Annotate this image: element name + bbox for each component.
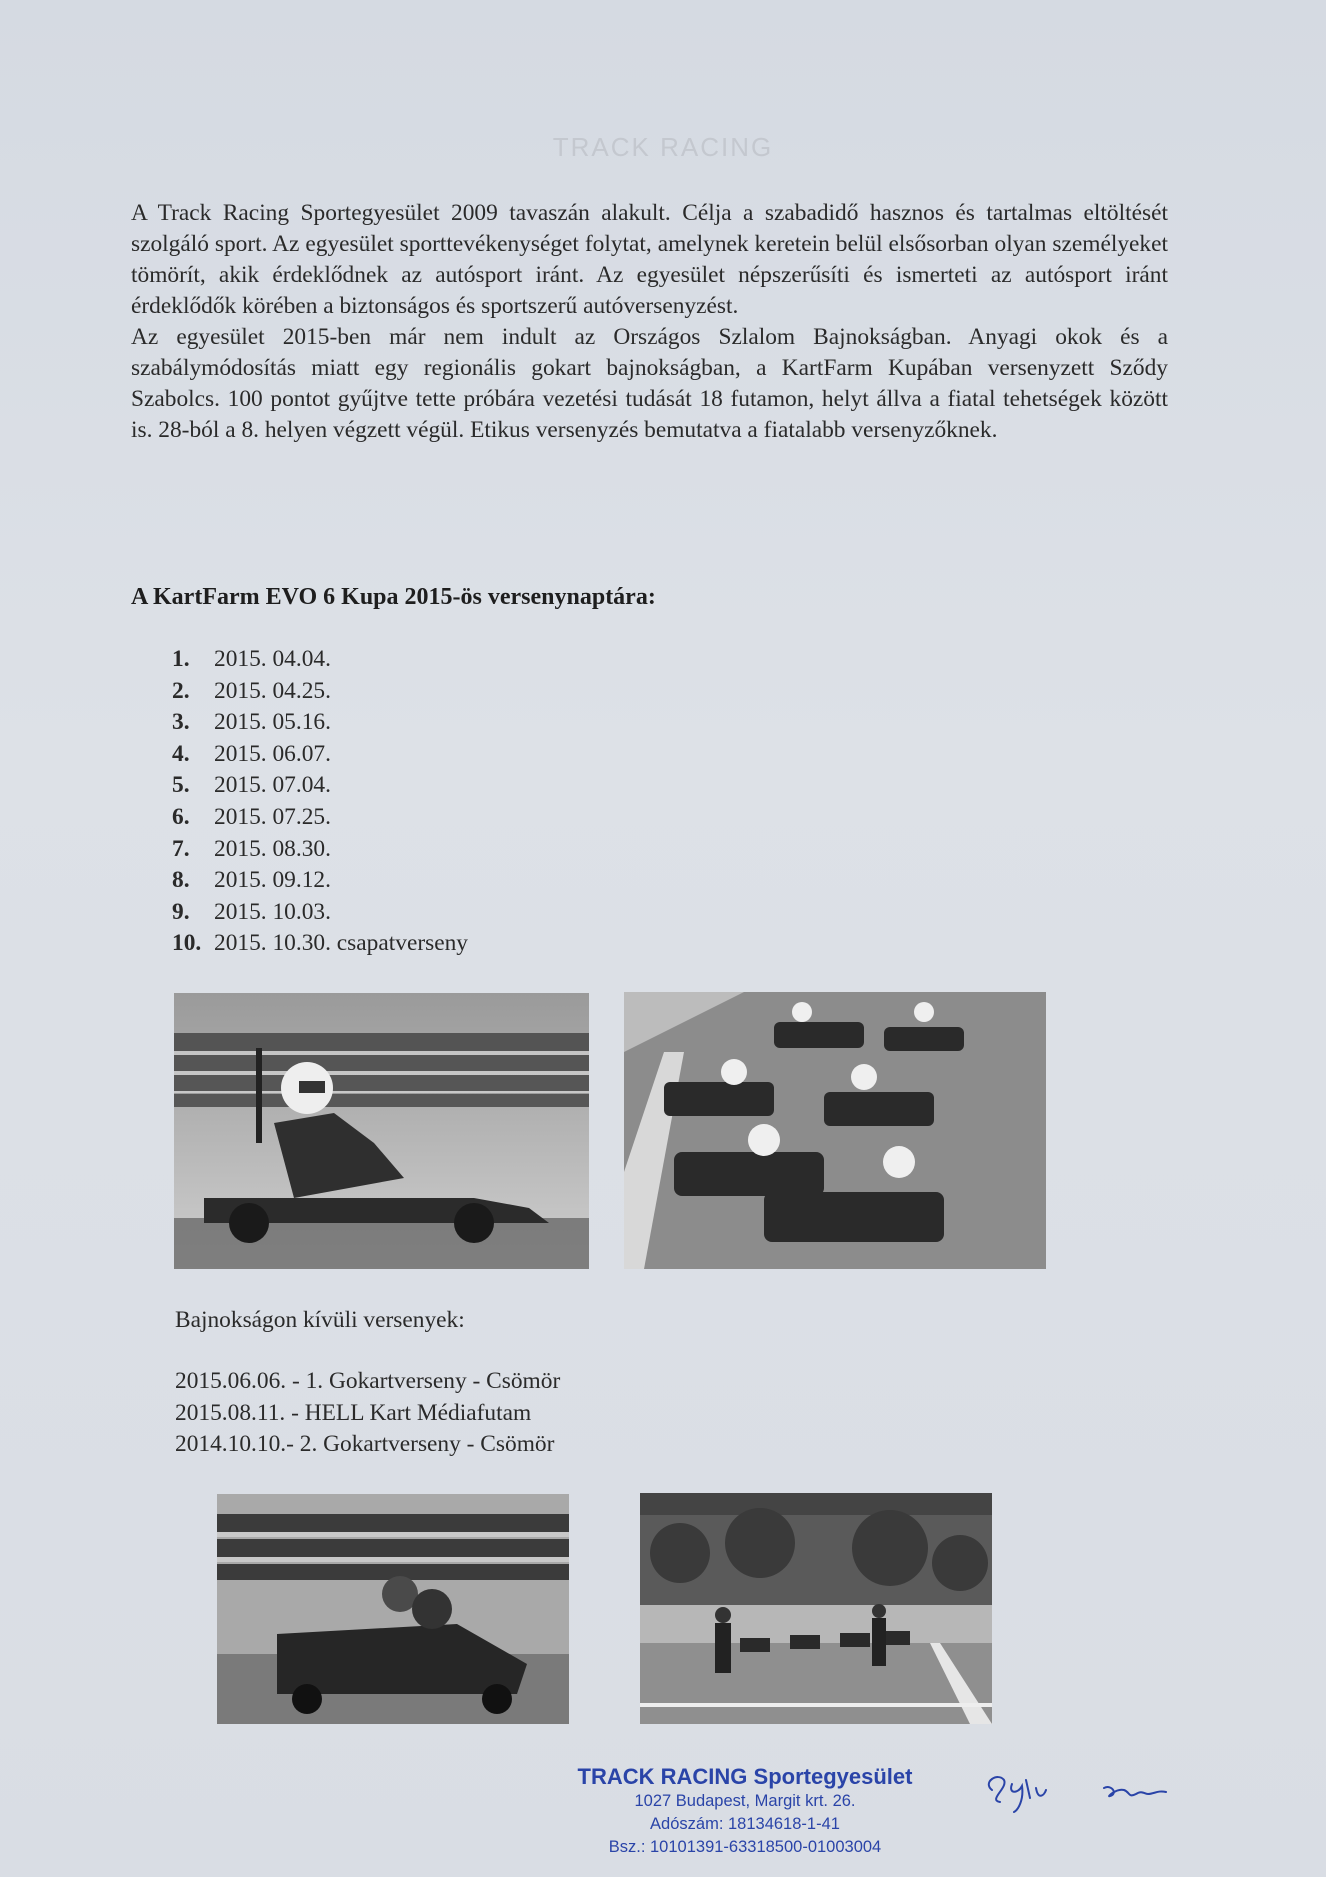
organization-stamp xyxy=(540,1764,950,1859)
kart-driver-image xyxy=(174,993,589,1269)
list-item-date: 2015. 08.30. xyxy=(214,835,331,862)
list-item-number: 7. xyxy=(172,835,190,862)
photo-kart-tires xyxy=(217,1494,569,1724)
list-item-number: 1. xyxy=(172,646,190,672)
list-item-number: 10. xyxy=(172,930,202,957)
list-item-number: 3. xyxy=(172,709,190,736)
list-item xyxy=(172,739,468,771)
list-item xyxy=(172,802,468,834)
list-item xyxy=(172,707,468,739)
stamp-tax-number: Adószám: 18134618-1-41 xyxy=(650,1815,840,1833)
list-item xyxy=(172,770,468,802)
list-item-number: 9. xyxy=(172,898,190,925)
list-item: 2015.08.11. - HELL Kart Médiafutam xyxy=(175,1399,532,1426)
list-item xyxy=(172,897,468,929)
list-item xyxy=(172,928,468,960)
start-grid-image xyxy=(640,1493,992,1724)
list-item-date: 2015. 07.04. xyxy=(214,772,331,799)
list-item xyxy=(172,834,468,866)
kart-tires-image xyxy=(217,1494,569,1724)
page-header: TRACK RACING xyxy=(552,132,774,162)
intro-text xyxy=(131,198,1168,446)
list-item-date: 2015. 04.04. xyxy=(214,646,331,672)
photo-kart-driver xyxy=(174,993,589,1269)
list-item-date: 2015. 07.25. xyxy=(214,803,331,830)
calendar-title: A KartFarm EVO 6 Kupa 2015-ös versenynaptára: xyxy=(131,584,656,610)
stamp-bank-account: Bsz.: 10101391-63318500-01003004 xyxy=(608,1838,882,1856)
list-item-number: 4. xyxy=(172,740,190,767)
list-item-number: 8. xyxy=(172,867,190,894)
photo-start-grid xyxy=(640,1493,992,1724)
calendar-list xyxy=(172,644,468,960)
stamp-organization-name: TRACK RACING Sportegyesület xyxy=(577,1764,913,1789)
list-item: 2015.06.06. - 1. Gokartverseny - Csömör xyxy=(175,1368,561,1394)
stamp-address: 1027 Budapest, Margit krt. 26. xyxy=(634,1792,856,1810)
list-item-date: 2015. 10.03. xyxy=(214,898,331,925)
list-item xyxy=(172,865,468,897)
list-item-date: 2015. 04.25. xyxy=(214,677,331,704)
intro-paragraph-2: Az egyesület 2015-ben már nem indult az Országos Szlalom Bajnokságban. Anyagi okok és a szabálymódosítás miatt egy regionális gokart bajnokságban, a KartFarm Kupában versenyzett Sződy Szabolcs. 100 pontot gyűjtve tette próbára vezetési tudását 18 futamon, helyt állva a fiatal tehetségek között is. 28-ból a 8. helyen végzett végül. Etikus versenyzés bemutatva a fiatalabb versenyzőknek. xyxy=(131,324,1168,443)
list-item-date: 2015. 09.12. xyxy=(214,867,331,894)
list-item xyxy=(172,644,468,676)
handwritten-signature xyxy=(978,1760,1228,1820)
list-item-number: 5. xyxy=(172,772,190,799)
list-item-date: 2015. 05.16. xyxy=(214,709,331,736)
list-item-number: 6. xyxy=(172,803,190,830)
kart-group-image xyxy=(624,992,1046,1269)
list-item-date: 2015. 10.30. csapatverseny xyxy=(214,930,468,957)
photo-kart-group xyxy=(624,992,1046,1269)
extra-races-title: Bajnokságon kívüli versenyek: xyxy=(175,1307,465,1333)
list-item-number: 2. xyxy=(172,677,190,704)
list-item xyxy=(172,676,468,708)
list-item: 2014.10.10.- 2. Gokartverseny - Csömör xyxy=(175,1431,555,1458)
intro-paragraph-1: A Track Racing Sportegyesület 2009 tavaszán alakult. Célja a szabadidő hasznos és tartalmas eltöltését szolgáló sport. Az egyesület sporttevékenységet folytat, amelynek keretein belül elsősorban olyan személyeket tömörít, akik érdeklődnek az autósport iránt. Az egyesület népszerűsíti és ismerteti az autósport iránt érdeklődők körében a biztonságos és sportszerű autóversenyzést. xyxy=(131,200,1168,319)
list-item-date: 2015. 06.07. xyxy=(214,740,331,767)
extra-races-list xyxy=(175,1366,560,1461)
